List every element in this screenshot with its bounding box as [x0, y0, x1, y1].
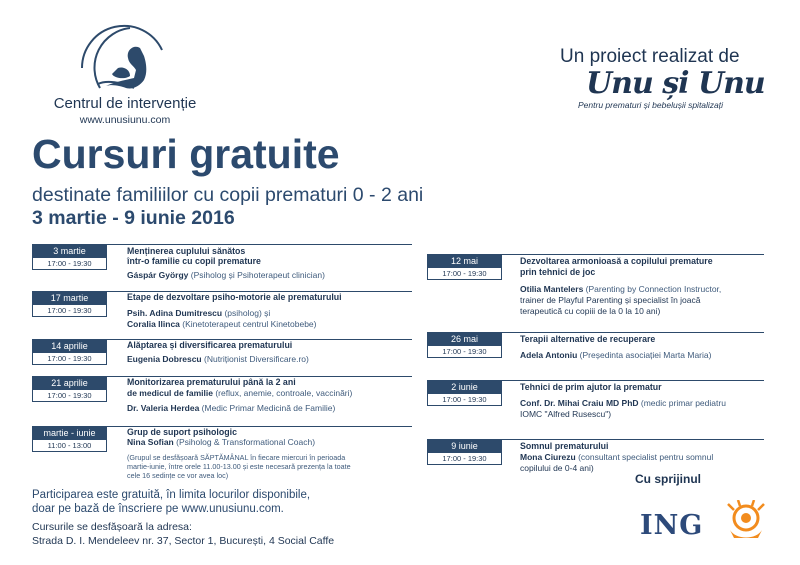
presenter-role: (Psiholog & Transformational Coach) — [173, 437, 316, 447]
course-time: 11:00 - 13:00 — [32, 440, 107, 452]
presenter-role: (Nutriționist Diversificare.ro) — [201, 354, 309, 364]
presenter-role-line2: copilului de 0-4 ani) — [520, 463, 594, 473]
course-presenter — [520, 350, 711, 361]
course-date: 3 martie — [32, 244, 107, 258]
course-note: cele 16 sedințe ce vor avea loc) — [127, 471, 229, 480]
course-date-box — [32, 426, 107, 452]
course-date-box — [32, 339, 107, 365]
course-title: Monitorizarea prematurului până la 2 ani — [127, 377, 296, 387]
course-title: Tehnici de prim ajutor la prematur — [520, 382, 662, 392]
course-date: 9 iunie — [427, 439, 502, 453]
presenter-role: (Kinetoterapeut centrul Kinetobebe) — [179, 319, 317, 329]
project-line: Un proiect realizat de — [560, 46, 740, 67]
course-time: 17:00 - 19:30 — [32, 258, 107, 270]
presenter-role-line2: trainer de Playful Parenting și specialist în joacă — [520, 295, 701, 305]
course-date-box — [32, 291, 107, 317]
course-title-line2: într-o familie cu copil premature — [127, 256, 261, 266]
presenter-name: Otilia Mantelers — [520, 284, 584, 294]
footer-info-line2: doar pe bază de înscriere pe www.unusiunu.com. — [32, 503, 284, 515]
course-date-box — [32, 376, 107, 402]
course-title-bold: de medicul de familie — [127, 388, 213, 398]
course-presenter — [127, 308, 270, 319]
course-date: 17 martie — [32, 291, 107, 305]
course-note: martie-iunie, între orele 11.00-13.00 și este necesară prezența la toate — [127, 462, 351, 471]
logo-url[interactable]: www.unusiunu.com — [79, 114, 171, 126]
page-title: Cursuri gratuite — [32, 131, 340, 177]
course-title-line2: prin tehnici de joc — [520, 267, 596, 277]
footer-address-label: Cursurile se desfășoară la adresa: — [32, 521, 192, 533]
brand-logo: Unu și Unu — [586, 66, 765, 101]
course-time: 17:00 - 19:30 — [32, 353, 107, 365]
presenter-name: Eugenia Dobrescu — [127, 354, 202, 364]
presenter-name: Psih. Adina Dumitrescu — [127, 308, 223, 318]
presenter-role: (medic primar pediatru — [638, 398, 726, 408]
presenter-role: (consultant specialist pentru somnul — [575, 452, 714, 462]
course-presenter — [127, 270, 325, 281]
course-time: 17:00 - 19:30 — [427, 268, 502, 280]
mother-child-logo-icon — [22, 10, 222, 130]
logo-title: Centrul de intervenție — [53, 95, 197, 112]
presenter-role: (Medic Primar Medicină de Familie) — [199, 403, 336, 413]
course-presenter — [127, 437, 315, 448]
course-time: 17:00 - 19:30 — [32, 305, 107, 317]
course-date-box — [427, 332, 502, 358]
presenter-name: Conf. Dr. Mihai Craiu MD PhD — [520, 398, 639, 408]
course-title: Grup de suport psihologic — [127, 427, 237, 437]
presenter-name: Mona Ciurezu — [520, 452, 576, 462]
course-divider — [502, 332, 764, 333]
course-title-detail: (reflux, anemie, controale, vaccinări) — [212, 388, 353, 398]
presenter-name: Nina Sofian — [127, 437, 174, 447]
course-title: Etape de dezvoltare psiho-motorie ale prematurului — [127, 292, 342, 302]
course-title: Alăptarea și diversificarea prematurului — [127, 340, 293, 350]
course-time: 17:00 - 19:30 — [427, 453, 502, 465]
presenter-name: Dr. Valeria Herdea — [127, 403, 200, 413]
course-date-box — [427, 254, 502, 280]
course-title: Dezvoltarea armonioasă a copilului premature — [520, 256, 713, 266]
course-date-box — [427, 380, 502, 406]
brand-tagline: Pentru prematuri și bebelușii spitalizați — [578, 100, 724, 110]
course-time: 17:00 - 19:30 — [427, 394, 502, 406]
presenter-role-line3: terapeutică cu copiii de la 0 la 10 ani) — [520, 306, 661, 316]
course-date: 14 aprilie — [32, 339, 107, 353]
course-divider — [502, 439, 764, 440]
course-divider — [107, 244, 412, 245]
footer-info-line1: Participarea este gratuită, în limita locurilor disponibile, — [32, 489, 311, 501]
course-presenter — [127, 403, 335, 414]
lion-icon — [720, 500, 772, 544]
page-subtitle: destinate familiilor cu copii prematuri 0 - 2 ani — [32, 184, 424, 206]
course-time: 17:00 - 19:30 — [32, 390, 107, 402]
presenter-name: Adela Antoniu — [520, 350, 578, 360]
course-presenter-2 — [127, 319, 316, 330]
course-presenter — [520, 452, 713, 463]
course-title: Somnul prematurului — [520, 441, 609, 451]
course-title: Menținerea cuplului sănătos — [127, 246, 246, 256]
presenter-role: (Președinta asociației Marta Maria) — [577, 350, 712, 360]
presenter-role-line2: IOMC "Alfred Rusescu") — [520, 409, 612, 419]
course-divider — [502, 380, 764, 381]
course-divider — [502, 254, 764, 255]
ing-logo-text: ING — [640, 510, 704, 541]
course-note: (Grupul se desfășoară SĂPTĂMÂNAL în fiecare miercuri în perioada — [127, 453, 346, 462]
presenter-name: Gáspár György — [127, 270, 189, 280]
course-presenter — [520, 398, 726, 409]
course-date: 12 mai — [427, 254, 502, 268]
presenter-role: (psiholog) și — [222, 308, 271, 318]
course-date: 26 mai — [427, 332, 502, 346]
course-title: Terapii alternative de recuperare — [520, 334, 656, 344]
footer-address: Strada D. I. Mendeleev nr. 37, Sector 1, București, 4 Social Caffe — [32, 535, 335, 547]
course-date: 21 aprilie — [32, 376, 107, 390]
presenter-role: (Psiholog și Psihoterapeut clinician) — [188, 270, 325, 280]
presenter-name: Coralia Ilinca — [127, 319, 180, 329]
course-date: martie - iunie — [32, 426, 107, 440]
presenter-role: (Parenting by Connection Instructor, — [583, 284, 722, 294]
date-range: 3 martie - 9 iunie 2016 — [32, 207, 235, 229]
course-presenter — [520, 284, 721, 295]
course-time: 17:00 - 19:30 — [427, 346, 502, 358]
course-title-line2 — [127, 388, 352, 399]
course-date-box — [32, 244, 107, 270]
course-date: 2 iunie — [427, 380, 502, 394]
course-date-box — [427, 439, 502, 465]
sponsor-label: Cu sprijinul — [635, 472, 701, 486]
course-presenter — [127, 354, 309, 365]
